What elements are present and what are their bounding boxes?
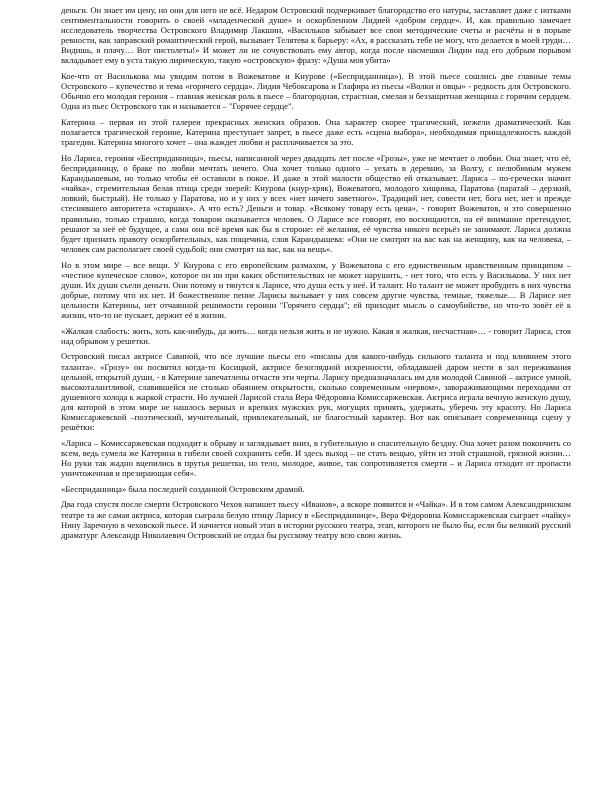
paragraph: Два года спустя после смерти Островского Чехов напишет пьесу «Иванов», а вскоре появится и «Чайка». И в том самом Александринском театре та же самая актриса, которая сыграла белую птицу Ларису в «Бесприданнице», Вера Фёдоровна Комиссаржевская сыграет «чайку» Нину Заречную в чеховской пьесе. И начнется новый этап в истории русского театра, этап, которого не было бы, если бы великий русский драматург Александр Николаевич Островский не отдал бы русскому театру всю свою жизнь. [61,499,571,540]
quote-paragraph: «Жалкая слабость: жить, хоть как-нибудь, да жить… когда нельзя жить и не нужно. Какая я жалкая, несчастная»… - говорит Лариса, стоя над обрывом у решетки. [61,325,571,346]
paragraph: «Бесприданница» была последней созданной Островским драмой. [61,483,305,494]
paragraph: деньги. Он знает им цену, но они для него не всё. Недаром Островский подчеркивает благородство его натуры, заставляет даже с нотками сентиментальности говорить о своей «младенческой душе» и оскорбленном Лидией «добром сердце». И, как правильно замечает исследователь творчества Островского Владимир Лакшин, «Васильков забывает все свои методические счеты и расчёты и в порыве ревности, как заправский романтический герой, вызывает Телятева к барьеру: «Ах, я рассказать тебе не могу, что делается в моей груди… Видишь, я плачу… Вот пистолеты!» И может ли не сочувствовать ему автор, когда после насмешки Лидии над его добрым порывом вкладывает ему в уста такую лирическую, такую «островскую» фразу: «Душа моя убита» [61,5,571,66]
paragraph: Островский писал актрисе Савиной, что все лучшие пьесы его «писаны для какого-нибудь сильного таланта и под влиянием этого таланта». «Грозу» он посвятил когда-то Косицкой, актрисе безоглядной искренности, обладавшей даром нести в зал переживания цельной, открытой души, - в Катерине запечатлены отчасти эти черты. Ларису предназначалась им для молодой Савиной – актрисе умной, высокоталантливой, славившейся не столько обаянием открытости, сколько современным «нервом», завораживающими переходами от душевного холода к жаркой страсти. Но лучшей Ларисой стала Вера Фёдоровна Комиссаржевская. Актриса играла вечную женскую душу, для которой в этом мире не нашлось верных и крепких мужских рук, могущих принять, удержать, уберечь эту красоту. Но Лариса Комиссаржевской –поэтический, мучительный, привлекательный, не благостный характер. Вот как описывает современница сцену у решётки: [61,351,571,433]
document-body [61,5,571,545]
paragraph: Кое-что от Василькова мы увидим потом в Вожеватове и Кнурове («Бесприданница»). В этой пьесе сошлись две главные темы Островского – купечество и тема «горячего сердца». Лидия Чебоксарова и Глафира из пьесы «Волки и овцы» - редкость для Островского. Обычно его молодая героиня – главная женская роль в пьесе – благородная, страстная, смелая и беззащитная женщина с горячим сердцем. Одна из пьес Островского так и называется – "Горячее сердце". [61,71,571,112]
quote-paragraph: «Лариса – Комиссаржевская подходит к обрыву и заглядывает вниз, в губительную и спасительную бездну. Она хочет разом покончить со всем, ведь сумела же Катерина в гибели своей сохранить себя. И здесь выход – не стать вещью, уйти из этой страшной, грязной жизни… Но руки так жадно вцепились в прутья решетки, но тело, молодое, живое, так сопротивляется смерти – и Лариса отходит от пропасти уничтоженная и презирающая себя». [61,437,571,479]
paragraph: Катерина – первая из этой галереи прекрасных женских образов. Она характер скорее трагический, нежели драматический. Как полагается трагической героине, Катерина преступает запрет, в пьесе даже есть «сцена выбора», необходимая принадлежность каждой трагедии. Катерина многого хочет – она жаждет любви и расплачивается за это. [61,117,571,148]
paragraph: Но Лариса, героиня «Бесприданницы», пьесы, написанной через двадцать лет после «Грозы», уже не мечтает о любви. Она знает, что её, бесприданницу, о браке по любви мечтать нечего. Она хочет только одного – уехать в деревню, за Волгу, с нелюбимым мужем Карандышевым, но только чтобы её оставили в покое. И даже в этой малости обществo ей отказывает. Лариса – по-гречески значит «чайка», стремительная белая птица среди зверей: Кнурова (кнур-хряк), Вожеватого, молодого хищника, Паратова (паратай – дерзкий, ловкий, быстрый). Не только у Паратова, но и у них у всех «нет ничего заветного». Традиций нет, совести нет, бога нет, нет и прежде стеснявшего авторитета «старших». А что есть? Деньги и товар. «Всякому товару есть цена», - говорит Вожеватов, и это совершенно правильно, только страшно, когда товаром оказывается человек. О Ларисе все говорят, ею восхищаются, на её внимание претендуют, решают за неё её будущее, а сама она всё время как бы в стороне: её желания, её чувства никого всерьёз не занимают. Лариса должна будет признать правоту оскорбительных, как пощечина, слов Карандышева: «Они не смотрят на вас как на женщину, как на человека, – человек сам располагает своей судьбой; они смотрят на вас, как на вещь». [61,153,571,254]
paragraph: Но в этом мире – все вещи. У Кнурова с его европейским размахом, у Вожеватова с его единственным нравственным принципом – «честное купеческое слово», которое он ни при каких обстоятельствах не может нарушить, - нет того, что есть у Василькова. У них нет души. Их души съели деньги. Они потому и тянутся к Ларисе, что душа есть у неё. И талант. Но талант не может пробудить в них чувства добрые, потому что их нет. И божественное пение Ларисы вызывает у них совсем другие чувства, темные, тяжелые… В Ларисе нет цельности Катерины, нет отчаянной решимости героини "Горячего сердца"; ей приходит мысль о самоубийстве, но что-то зовёт её к жизни, что-то не пускает, держит её в жизни. [61,259,571,320]
